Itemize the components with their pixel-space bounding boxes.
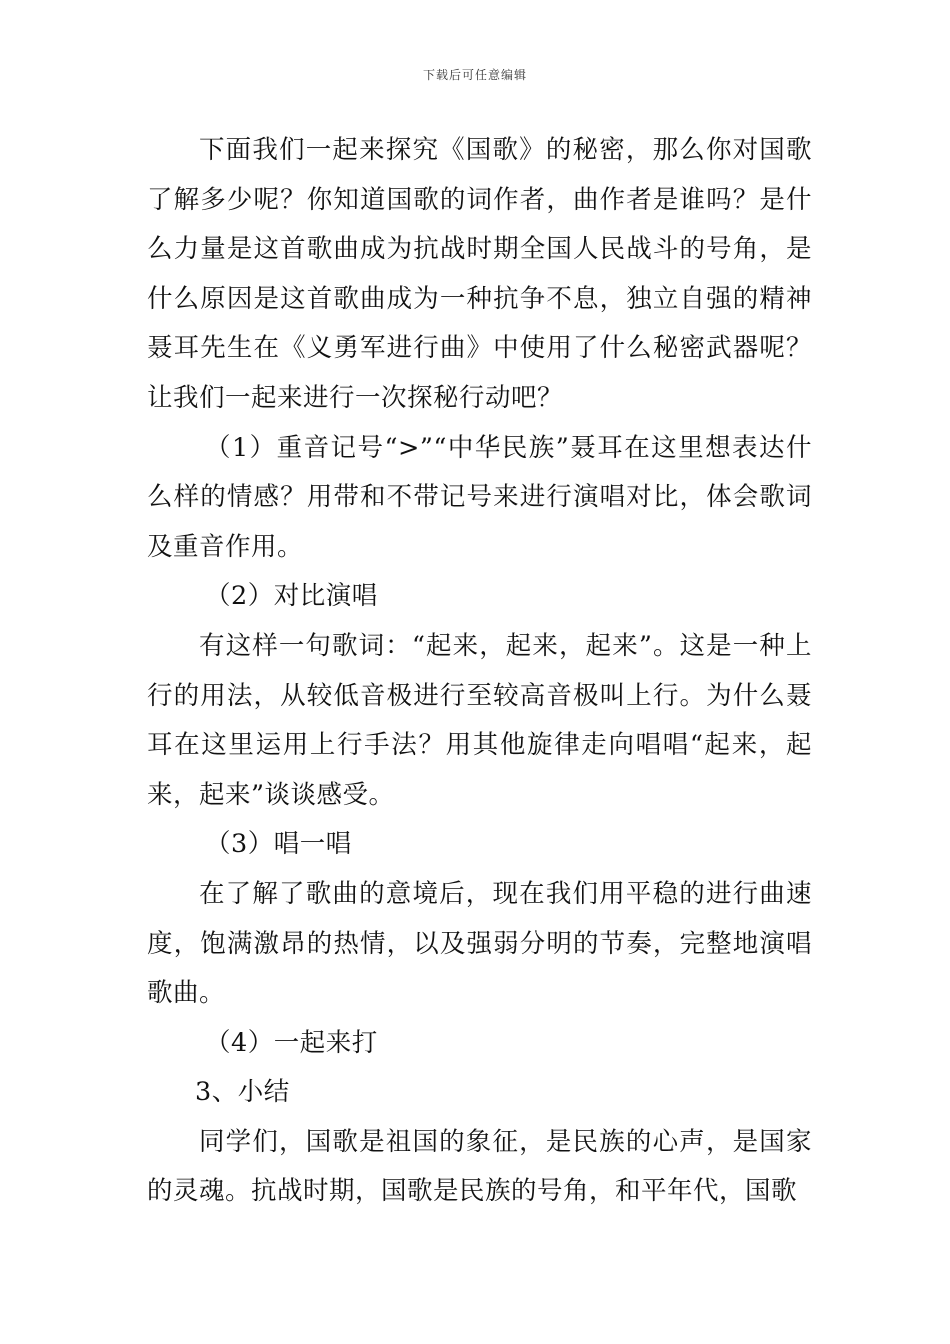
page-header: 下载后可任意编辑 (422, 68, 527, 82)
paragraph-step-2-body: 有这样一句歌词：“起来，起来，起来”。这是一种上行的用法，从较低音极进行至较高音极叫上行。为什么聂耳在这里运用上行手法？用其他旋律走向唱唱“起来，起来，起来”谈谈感受。 (147, 630, 812, 810)
document-body (147, 126, 812, 1217)
heading-step-2: （2）对比演唱 (205, 581, 378, 612)
heading-step-3: （3）唱一唱 (205, 829, 352, 860)
paragraph-step-3-body: 在了解了歌曲的意境后，现在我们用平稳的进行曲速度，饱满激昂的热情，以及强弱分明的节奏，完整地演唱歌曲。 (147, 878, 812, 1009)
heading-summary: 3、小结 (195, 1077, 290, 1108)
heading-step-4: （4）一起来打 (205, 1027, 378, 1058)
paragraph-summary: 同学们，国歌是祖国的象征，是民族的心声，是国家的灵魂。抗战时期，国歌是民族的号角，和平年代，国歌 (147, 1126, 812, 1207)
paragraph-intro: 下面我们一起来探究《国歌》的秘密，那么你对国歌了解多少呢？你知道国歌的词作者，曲作者是谁吗？是什么力量是这首歌曲成为抗战时期全国人民战斗的号角，是什么原因是这首歌曲成为一种抗争不息，独立自强的精神聂耳先生在《义勇军进行曲》中使用了什么秘密武器呢？让我们一起来进行一次探秘行动吧？ (147, 135, 812, 413)
paragraph-step-1: （1）重音记号“>”“中华民族”聂耳在这里想表达什么样的情感？用带和不带记号来进行演唱对比，体会歌词及重音作用。 (147, 432, 812, 562)
